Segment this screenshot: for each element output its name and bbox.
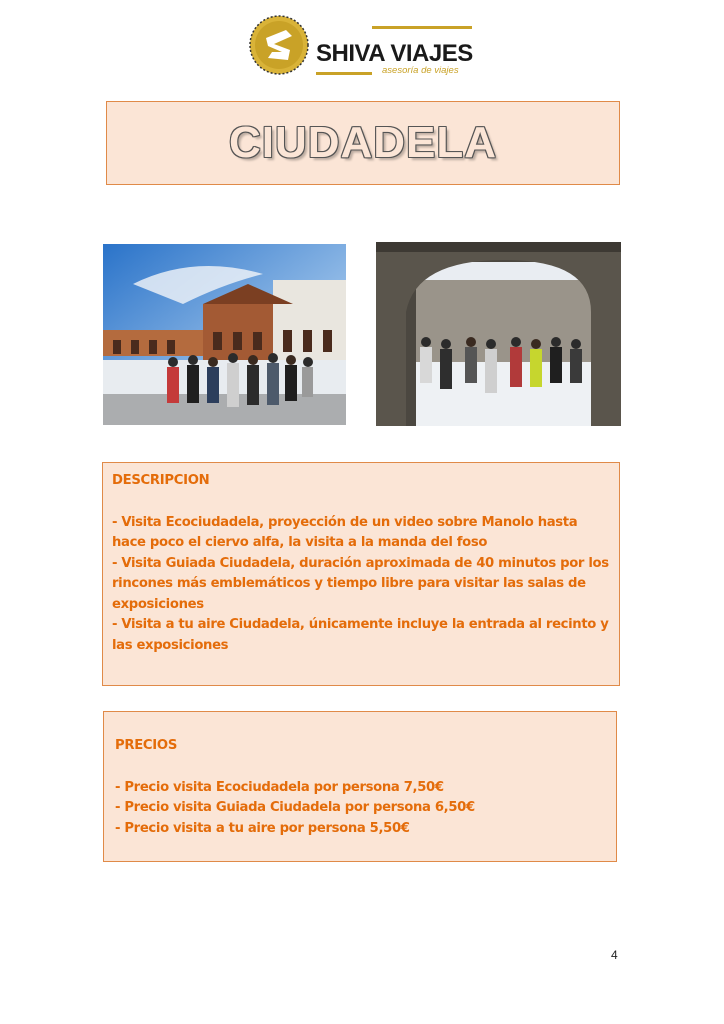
prices-heading: PRECIOS xyxy=(115,738,178,753)
photo-plaza xyxy=(103,244,346,425)
price-item: - Precio visita Guiada Ciudadela por persona 6,50€ xyxy=(115,800,475,815)
page-number: 4 xyxy=(611,948,618,962)
logo-name: SHIVA VIAJES xyxy=(316,40,473,67)
company-logo xyxy=(248,14,478,84)
logo-tagline: asesoría de viajes xyxy=(382,65,459,76)
description-item: - Visita a tu aire Ciudadela, únicamente incluye la entrada al recinto y las exposiciones xyxy=(112,617,609,653)
logo-bar xyxy=(372,26,472,29)
page-title: CIUDADELA xyxy=(228,118,498,167)
price-item: - Precio visita a tu aire por persona 5,50€ xyxy=(115,820,410,836)
photo-stone-arch xyxy=(376,242,621,426)
logo-emblem-icon xyxy=(248,14,310,76)
price-item: - Precio visita Ecociudadela por persona 7,50€ xyxy=(115,779,444,795)
description-heading: DESCRIPCION xyxy=(112,473,210,488)
prices-box xyxy=(103,711,617,862)
description-item: - Visita Guiada Ciudadela, duración aproximada de 40 minutos por los rincones más emblemáticos y tiempo libre para visitar las salas de exposiciones xyxy=(112,555,609,612)
title-box xyxy=(106,101,620,185)
logo-bar xyxy=(316,72,372,75)
description-box xyxy=(102,462,620,686)
description-item: - Visita Ecociudadela, proyección de un video sobre Manolo hasta hace poco el ciervo alfa, la visita a la manda del foso xyxy=(112,514,578,550)
